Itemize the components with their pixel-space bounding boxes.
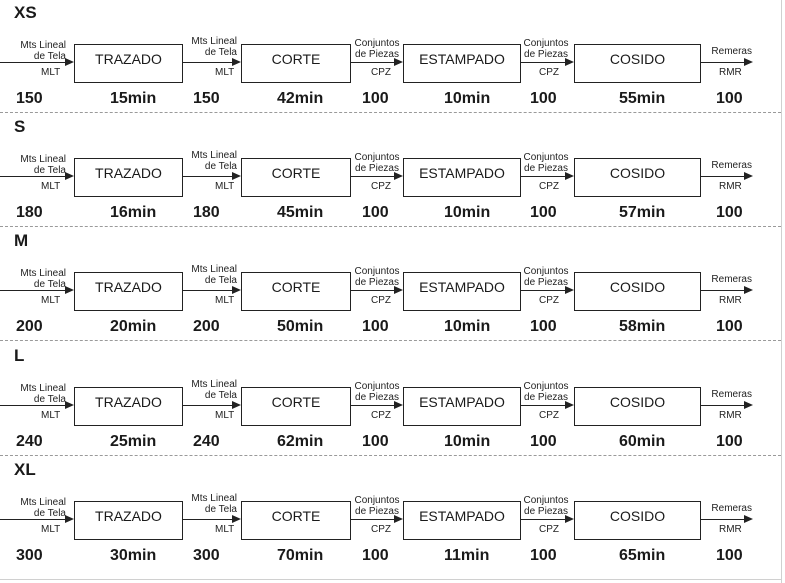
rmr-code: RMR — [719, 295, 742, 306]
flow-arrow — [351, 290, 395, 291]
flow-arrow — [521, 519, 566, 520]
cpz-label-1: Conjuntos de Piezas — [354, 266, 400, 288]
flow-arrow — [351, 176, 395, 177]
cpz-label-2: Conjuntos de Piezas — [523, 381, 569, 403]
arrowhead — [65, 515, 74, 523]
cpz-code: CPZ — [371, 524, 391, 535]
flow-arrow — [183, 62, 233, 63]
rmr-label: Remeras — [711, 160, 752, 171]
process-box-trazado — [74, 44, 183, 83]
process-label: CORTE — [271, 394, 321, 410]
process-box-estampado — [403, 387, 521, 426]
value-rmr: 100 — [716, 547, 743, 564]
value-trazado-time: 30min — [110, 547, 157, 564]
process-box-corte — [241, 44, 351, 83]
value-trazado-time: 15min — [110, 90, 157, 107]
flow-arrow — [701, 62, 745, 63]
value-corte-time: 45min — [277, 204, 324, 221]
value-estampado-time: 10min — [444, 433, 491, 450]
flow-arrow — [183, 176, 233, 177]
size-section-xl — [0, 457, 785, 571]
value-corte-time: 42min — [277, 90, 324, 107]
process-label: COSIDO — [609, 394, 666, 410]
flow-arrow — [701, 519, 745, 520]
section-divider — [0, 455, 781, 456]
arrowhead — [744, 286, 753, 294]
arrowhead — [744, 172, 753, 180]
arrowhead — [232, 286, 241, 294]
arrowhead — [65, 172, 74, 180]
value-estampado-time: 10min — [444, 90, 491, 107]
process-box-corte — [241, 501, 351, 540]
value-mlt-out: 200 — [193, 318, 220, 335]
rmr-label: Remeras — [711, 46, 752, 57]
mlt-code: MLT — [215, 410, 235, 421]
size-label: L — [14, 346, 25, 365]
process-label: ESTAMPADO — [419, 279, 505, 295]
process-label: TRAZADO — [95, 279, 162, 295]
size-section-s — [0, 114, 785, 228]
mlt-input-label: Mts Lineal de Tela — [20, 40, 66, 62]
mlt-code: MLT — [215, 524, 235, 535]
size-section-xs — [0, 0, 785, 114]
cpz-code: CPZ — [539, 410, 559, 421]
flow-arrow — [0, 62, 66, 63]
value-trazado-time: 25min — [110, 433, 157, 450]
flow-arrow — [701, 176, 745, 177]
flow-arrow — [183, 290, 233, 291]
value-cpz-1: 100 — [362, 318, 389, 335]
arrowhead — [232, 515, 241, 523]
size-label: M — [14, 231, 29, 250]
value-cpz-1: 100 — [362, 433, 389, 450]
cpz-code: CPZ — [539, 524, 559, 535]
process-box-trazado — [74, 158, 183, 197]
rmr-label: Remeras — [711, 503, 752, 514]
value-trazado-time: 20min — [110, 318, 157, 335]
value-cpz-2: 100 — [530, 90, 557, 107]
arrowhead — [744, 401, 753, 409]
flow-arrow — [351, 519, 395, 520]
process-box-estampado — [403, 44, 521, 83]
section-divider — [0, 226, 781, 227]
mlt-output-label: Mts Lineal de Tela — [191, 493, 237, 515]
value-corte-time: 50min — [277, 318, 324, 335]
flow-arrow — [521, 62, 566, 63]
value-mlt-out: 240 — [193, 433, 220, 450]
size-section-l — [0, 343, 785, 457]
value-cosido-time: 60min — [619, 433, 666, 450]
value-rmr: 100 — [716, 318, 743, 335]
process-label: ESTAMPADO — [419, 165, 505, 181]
arrowhead — [232, 401, 241, 409]
cpz-label-1: Conjuntos de Piezas — [354, 152, 400, 174]
process-box-corte — [241, 272, 351, 311]
value-estampado-time: 10min — [444, 318, 491, 335]
value-cpz-1: 100 — [362, 90, 389, 107]
value-corte-time: 70min — [277, 547, 324, 564]
value-cpz-2: 100 — [530, 433, 557, 450]
value-estampado-time: 10min — [444, 204, 491, 221]
mlt-code: MLT — [41, 67, 61, 78]
mlt-code: MLT — [215, 181, 235, 192]
value-cpz-2: 100 — [530, 318, 557, 335]
process-label: TRAZADO — [95, 165, 162, 181]
size-label: S — [14, 117, 26, 136]
flow-arrow — [0, 519, 66, 520]
value-corte-time: 62min — [277, 433, 324, 450]
process-label: CORTE — [271, 165, 321, 181]
process-box-trazado — [74, 387, 183, 426]
cpz-code: CPZ — [539, 67, 559, 78]
mlt-code: MLT — [41, 295, 61, 306]
cpz-label-2: Conjuntos de Piezas — [523, 38, 569, 60]
process-label: CORTE — [271, 508, 321, 524]
arrowhead — [744, 58, 753, 66]
cpz-code: CPZ — [371, 295, 391, 306]
value-mlt-out: 300 — [193, 547, 220, 564]
mlt-output-label: Mts Lineal de Tela — [191, 264, 237, 286]
process-label: TRAZADO — [95, 51, 162, 67]
cpz-label-2: Conjuntos de Piezas — [523, 152, 569, 174]
mlt-code: MLT — [215, 67, 235, 78]
value-mlt-in: 200 — [16, 318, 43, 335]
arrowhead — [744, 515, 753, 523]
rmr-code: RMR — [719, 67, 742, 78]
process-box-corte — [241, 158, 351, 197]
mlt-code: MLT — [41, 410, 61, 421]
process-box-estampado — [403, 272, 521, 311]
value-cpz-2: 100 — [530, 547, 557, 564]
mlt-code: MLT — [215, 295, 235, 306]
process-label: COSIDO — [609, 165, 666, 181]
process-label: CORTE — [271, 279, 321, 295]
value-mlt-in: 300 — [16, 547, 43, 564]
value-rmr: 100 — [716, 204, 743, 221]
cpz-code: CPZ — [371, 181, 391, 192]
flow-arrow — [183, 405, 233, 406]
process-label: ESTAMPADO — [419, 508, 505, 524]
mlt-input-label: Mts Lineal de Tela — [20, 497, 66, 519]
value-mlt-in: 240 — [16, 433, 43, 450]
value-trazado-time: 16min — [110, 204, 157, 221]
cpz-label-1: Conjuntos de Piezas — [354, 495, 400, 517]
bottom-border — [0, 579, 781, 580]
flow-arrow — [351, 405, 395, 406]
process-label: COSIDO — [609, 279, 666, 295]
mlt-code: MLT — [41, 181, 61, 192]
cpz-label-1: Conjuntos de Piezas — [354, 38, 400, 60]
mlt-input-label: Mts Lineal de Tela — [20, 268, 66, 290]
process-box-estampado — [403, 501, 521, 540]
arrowhead — [65, 58, 74, 66]
process-box-estampado — [403, 158, 521, 197]
process-box-cosido — [574, 158, 701, 197]
process-label: ESTAMPADO — [419, 394, 505, 410]
value-cosido-time: 55min — [619, 90, 666, 107]
process-box-cosido — [574, 387, 701, 426]
section-divider — [0, 340, 781, 341]
section-divider — [0, 112, 781, 113]
arrowhead — [65, 401, 74, 409]
process-box-trazado — [74, 272, 183, 311]
rmr-label: Remeras — [711, 274, 752, 285]
process-label: TRAZADO — [95, 394, 162, 410]
mlt-code: MLT — [41, 524, 61, 535]
value-cosido-time: 65min — [619, 547, 666, 564]
cpz-label-2: Conjuntos de Piezas — [523, 266, 569, 288]
cpz-code: CPZ — [539, 181, 559, 192]
value-cpz-2: 100 — [530, 204, 557, 221]
value-rmr: 100 — [716, 433, 743, 450]
flow-arrow — [521, 176, 566, 177]
rmr-code: RMR — [719, 524, 742, 535]
cpz-code: CPZ — [371, 67, 391, 78]
right-border — [781, 0, 782, 583]
value-estampado-time: 11min — [444, 547, 490, 564]
mlt-input-label: Mts Lineal de Tela — [20, 383, 66, 405]
value-cpz-1: 100 — [362, 547, 389, 564]
size-section-m — [0, 228, 785, 342]
size-label: XS — [14, 3, 37, 22]
process-label: COSIDO — [609, 508, 666, 524]
process-label: ESTAMPADO — [419, 51, 505, 67]
process-box-corte — [241, 387, 351, 426]
flow-arrow — [0, 405, 66, 406]
size-label: XL — [14, 460, 36, 479]
flow-arrow — [351, 62, 395, 63]
flow-arrow — [701, 290, 745, 291]
process-label: CORTE — [271, 51, 321, 67]
arrowhead — [232, 58, 241, 66]
value-mlt-in: 180 — [16, 204, 43, 221]
mlt-output-label: Mts Lineal de Tela — [191, 36, 237, 58]
rmr-code: RMR — [719, 410, 742, 421]
value-rmr: 100 — [716, 90, 743, 107]
process-box-trazado — [74, 501, 183, 540]
value-cosido-time: 58min — [619, 318, 666, 335]
cpz-label-1: Conjuntos de Piezas — [354, 381, 400, 403]
cpz-code: CPZ — [539, 295, 559, 306]
flow-arrow — [521, 290, 566, 291]
process-box-cosido — [574, 272, 701, 311]
flow-arrow — [183, 519, 233, 520]
value-mlt-out: 150 — [193, 90, 220, 107]
cpz-code: CPZ — [371, 410, 391, 421]
arrowhead — [65, 286, 74, 294]
rmr-code: RMR — [719, 181, 742, 192]
flow-arrow — [701, 405, 745, 406]
value-mlt-in: 150 — [16, 90, 43, 107]
cpz-label-2: Conjuntos de Piezas — [523, 495, 569, 517]
mlt-output-label: Mts Lineal de Tela — [191, 150, 237, 172]
flow-arrow — [0, 176, 66, 177]
rmr-label: Remeras — [711, 389, 752, 400]
value-cosido-time: 57min — [619, 204, 666, 221]
mlt-output-label: Mts Lineal de Tela — [191, 379, 237, 401]
flow-arrow — [521, 405, 566, 406]
process-label: COSIDO — [609, 51, 666, 67]
process-label: TRAZADO — [95, 508, 162, 524]
mlt-input-label: Mts Lineal de Tela — [20, 154, 66, 176]
value-mlt-out: 180 — [193, 204, 220, 221]
process-box-cosido — [574, 501, 701, 540]
flow-arrow — [0, 290, 66, 291]
arrowhead — [232, 172, 241, 180]
value-cpz-1: 100 — [362, 204, 389, 221]
process-box-cosido — [574, 44, 701, 83]
